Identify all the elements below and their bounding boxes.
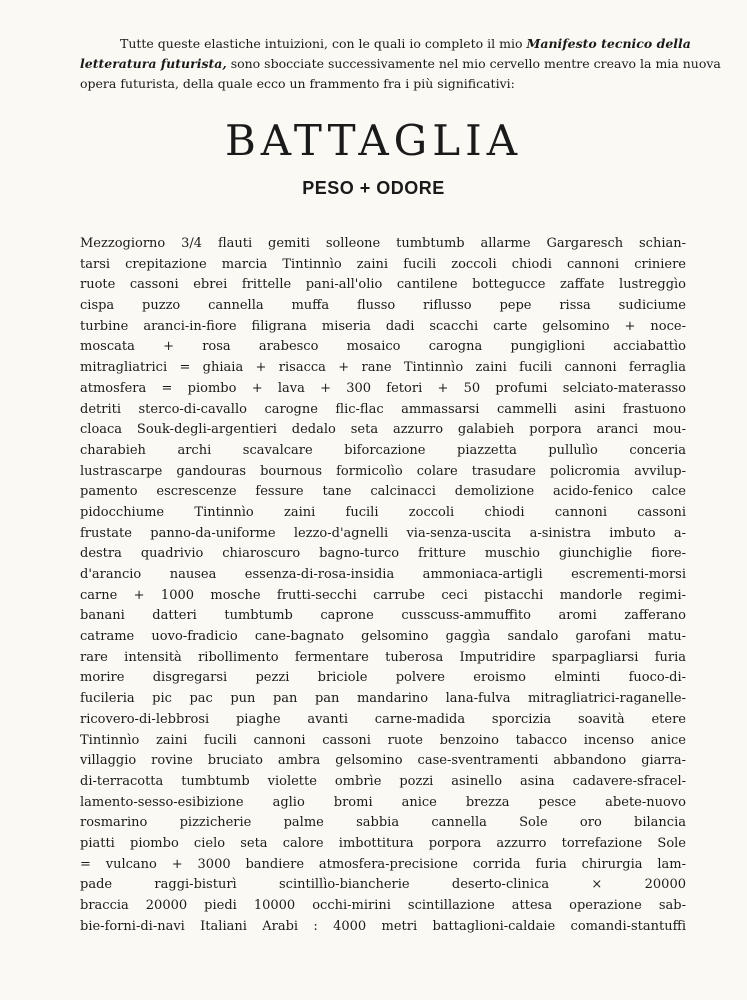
intro-line-1 bbox=[80, 34, 691, 54]
intro-paragraph bbox=[80, 34, 721, 94]
poem-line: = vulcano + 3000 bandiere atmosfera-precisione corrida furia chirurgia lam- bbox=[80, 856, 686, 872]
poem-line: d'arancio nausea essenza-di-rosa-insidia ammoniaca-artigli escrementi-morsi bbox=[80, 567, 686, 582]
poem-line: tarsi crepitazione marcia Tintinnìo zaini fucili zoccoli chiodi cannoni criniere bbox=[80, 256, 686, 272]
poem-line: cispa puzzo cannella muffa flusso riflusso pepe rissa sudiciume bbox=[80, 298, 686, 314]
intro-line-2-text: sono sbocciate successivamente nel mio cervello mentre creavo la mia nuova bbox=[226, 56, 721, 71]
poem-line: lamento-sesso-esibizione aglio bromi anice brezza pesce abete-nuovo bbox=[80, 794, 686, 810]
manifesto-title-part-1: Manifesto tecnico della bbox=[526, 36, 691, 51]
poem-line: Mezzogiorno 3/4 flauti gemiti solleone tumbtumb allarme Gargaresch schian- bbox=[80, 236, 686, 251]
poem-line: mitragliatrici = ghiaia + risacca + rane Tintinnìo zaini fucili cannoni ferraglia bbox=[80, 360, 686, 376]
poem-line: destra quadrivio chiaroscuro bagno-turco fritture muschio giunchiglie fiore- bbox=[80, 546, 686, 562]
poem-line: morire disgregarsi pezzi briciole polvere eroismo elminti fuoco-di- bbox=[80, 670, 686, 686]
poem-line: ruote cassoni ebrei frittelle pani-all'olio cantilene bottegucce zaffate lustreggìo bbox=[80, 277, 686, 293]
poem-line: rare intensità ribollimento fermentare tuberosa Imputridire sparpagliarsi furia bbox=[80, 649, 686, 665]
poem-line: charabieh archi scavalcare biforcazione piazzetta pullulìo conceria bbox=[80, 442, 686, 458]
poem-line: carne + 1000 mosche frutti-secchi carrube ceci pistacchi mandorle regimi- bbox=[80, 587, 686, 603]
poem-line: rosmarino pizzicherie palme sabbia cannella Sole oro bilancia bbox=[80, 815, 686, 831]
poem-line: di-terracotta tumbtumb violette ombrìe pozzi asinello asina cadavere-sfracel- bbox=[80, 773, 686, 789]
poem-title: BATTAGLIA bbox=[224, 116, 523, 165]
poem-line: cloaca Souk-degli-argentieri dedalo seta azzurro galabieh porpora aranci mou- bbox=[80, 422, 686, 438]
manifesto-title-part-2: letteratura futurista, bbox=[80, 56, 227, 71]
poem-line: pade raggi-bisturì scintillìo-biancherie deserto-clinica × 20000 bbox=[80, 877, 686, 893]
poem-line: banani datteri tumbtumb caprone cusscuss-ammuffito aromi zafferano bbox=[80, 608, 686, 624]
poem-line: atmosfera = piombo + lava + 300 fetori + 50 profumi selciato-materasso bbox=[80, 380, 686, 396]
poem-line: detriti sterco-di-cavallo carogne flic-flac ammassarsi cammelli asini frastuono bbox=[80, 401, 686, 417]
poem-line: braccia 20000 piedi 10000 occhi-mirini scintillazione attesa operazione sab- bbox=[80, 898, 686, 913]
poem-line: ricovero-di-lebbrosi piaghe avanti carne-madida sporcizia soavità etere bbox=[80, 711, 686, 727]
intro-line-2 bbox=[80, 54, 721, 74]
poem-line: moscata + rosa arabesco mosaico carogna pungiglioni acciabattìo bbox=[80, 339, 686, 355]
poem-body bbox=[80, 234, 686, 937]
poem-line: lustrascarpe gandouras bournous formicolìo colare trasudare policromia avvilup- bbox=[80, 463, 686, 479]
poem-line: villaggio rovine bruciato ambra gelsomino case-sventramenti abbandono giarra- bbox=[80, 753, 686, 769]
poem-line: frustate panno-da-uniforme lezzo-d'agnelli via-senza-uscita a-sinistra imbuto a- bbox=[80, 525, 686, 541]
intro-line-3: opera futurista, della quale ecco un frammento fra i più significativi: bbox=[80, 76, 515, 91]
poem-line: piatti piombo cielo seta calore imbottitura porpora azzurro torrefazione Sole bbox=[80, 835, 686, 851]
poem-subtitle: PESO + ODORE bbox=[302, 178, 445, 198]
poem-line: pidocchiume Tintinnìo zaini fucili zoccoli chiodi cannoni cassoni bbox=[80, 504, 686, 520]
poem-line: Tintinnìo zaini fucili cannoni cassoni ruote benzoino tabacco incenso anice bbox=[80, 732, 686, 748]
intro-line-1-text: Tutte queste elastiche intuizioni, con le quali io completo il mio bbox=[120, 36, 527, 51]
poem-line: turbine aranci-in-fiore filigrana miseria dadi scacchi carte gelsomino + noce- bbox=[80, 318, 686, 334]
poem-line: bie-forni-di-navi Italiani Arabi : 4000 metri battaglioni-caldaie comandi-stantuffi bbox=[80, 918, 686, 934]
poem-line: fucileria pic pac pun pan pan mandarino lana-fulva mitragliatrici-raganelle- bbox=[80, 691, 686, 707]
poem-line: catrame uovo-fradicio cane-bagnato gelsomino gaggìa sandalo garofani matu- bbox=[80, 629, 686, 645]
poem-line: pamento escrescenze fessure tane calcinacci demolizione acido-fenico calce bbox=[80, 484, 686, 500]
